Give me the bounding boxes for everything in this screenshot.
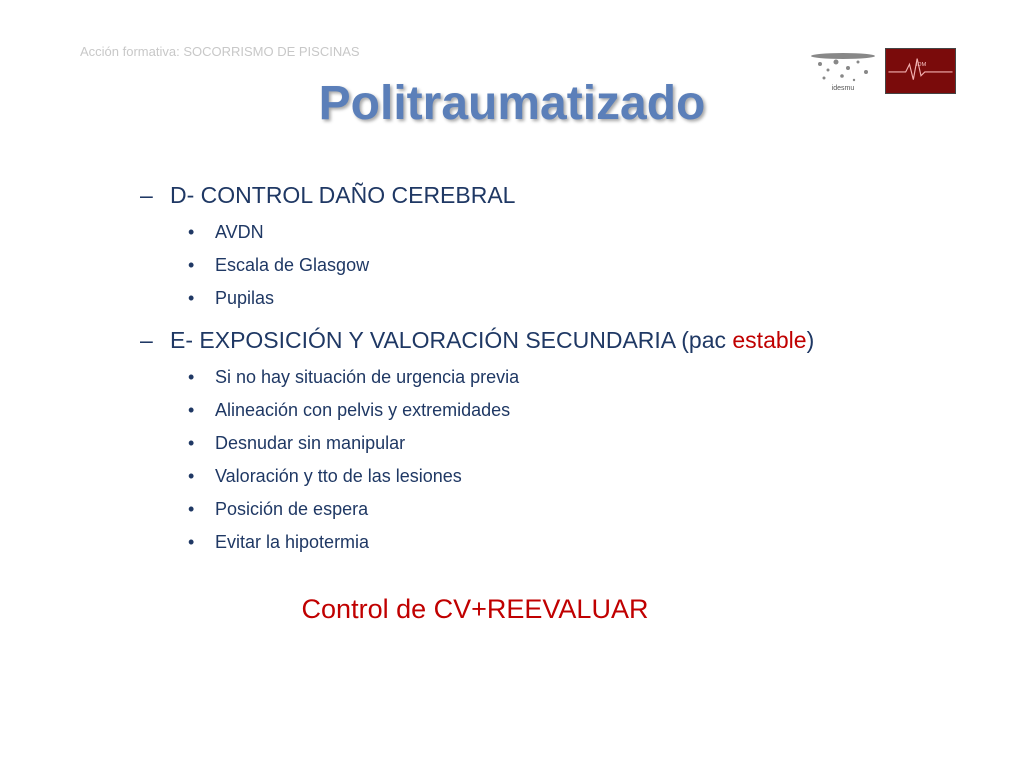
list-item-text: Escala de Glasgow	[215, 255, 370, 275]
list-item	[140, 493, 900, 526]
list-item-text: Evitar la hipotermia	[215, 532, 370, 552]
list-item-text: Pupilas	[215, 288, 275, 308]
course-header: Acción formativa: SOCORRISMO DE PISCINAS	[80, 44, 360, 59]
list-item-text: Alineación con pelvis y extremidades	[215, 400, 511, 420]
bullet: •	[188, 499, 195, 519]
bullet: •	[188, 288, 195, 308]
slide-content	[140, 178, 900, 559]
dash-marker: –	[140, 182, 153, 208]
bullet: •	[188, 255, 195, 275]
list-item-text: Valoración y tto de las lesiones	[215, 466, 462, 486]
bullet: •	[188, 400, 195, 420]
dash-marker: –	[140, 327, 153, 353]
stable-highlight: estable	[732, 327, 807, 353]
list-item-text: Posición de espera	[215, 499, 369, 519]
section-e-text-main: E- EXPOSICIÓN Y VALORACIÓN SECUNDARIA (pac	[170, 327, 733, 353]
section-e-heading	[140, 323, 900, 357]
control-note: Control de CV+REEVALUAR	[301, 594, 649, 624]
section-e-text	[170, 323, 814, 357]
list-item	[140, 394, 900, 427]
list-item	[140, 249, 900, 282]
section-e-text-close: )	[806, 327, 815, 353]
idesmu-logo-text: idesmu	[831, 85, 855, 92]
section-d-text: D- CONTROL DAÑO CEREBRAL	[170, 182, 516, 208]
list-item	[140, 216, 900, 249]
list-item	[140, 361, 900, 394]
list-item-text: Desnudar sin manipular	[215, 433, 406, 453]
list-item	[140, 526, 900, 559]
bullet: •	[188, 367, 195, 387]
bullet: •	[188, 532, 195, 552]
list-item-text: Si no hay situación de urgencia previa	[215, 367, 520, 387]
bullet: •	[188, 433, 195, 453]
list-item-text: AVDN	[215, 222, 264, 242]
list-item	[140, 427, 900, 460]
list-item	[140, 460, 900, 493]
slide-title: Politraumatizado	[318, 77, 706, 130]
bullet: •	[188, 466, 195, 486]
section-d-heading	[140, 178, 900, 212]
idm-logo-text: IDM	[915, 62, 927, 69]
bullet: •	[188, 222, 195, 242]
list-item	[140, 282, 900, 315]
